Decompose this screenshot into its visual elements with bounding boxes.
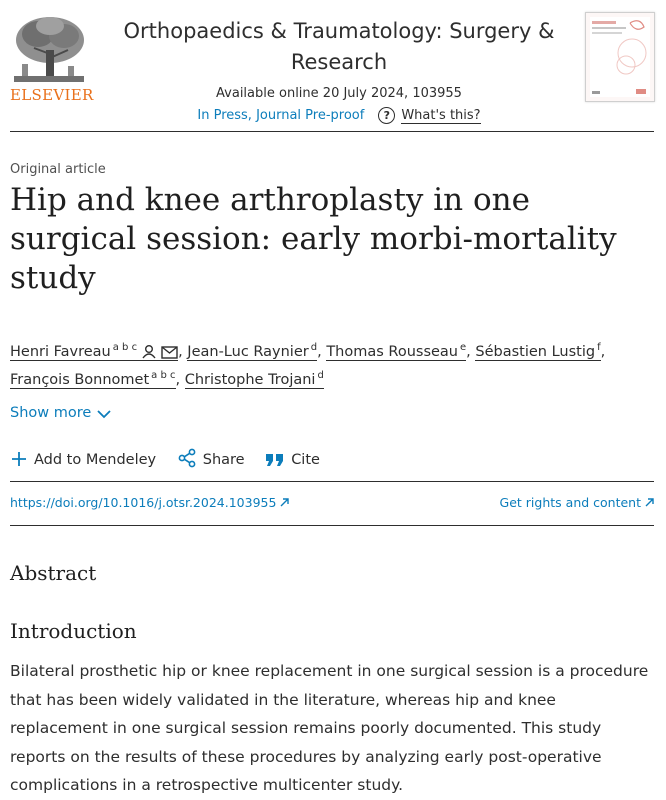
availability-date: Available online 20 July 2024, 103955 [216, 86, 462, 101]
publisher-wordmark: ELSEVIER [10, 86, 94, 104]
cite-button[interactable]: Cite [265, 452, 320, 468]
add-to-mendeley-button[interactable]: Add to Mendeley [10, 450, 156, 468]
quote-icon [265, 452, 285, 468]
author-affiliation: f [597, 342, 601, 353]
elsevier-tree-logo-icon[interactable] [10, 14, 88, 86]
doi-divider-bottom [10, 525, 654, 526]
share-button[interactable]: Share [177, 448, 245, 468]
author-affiliation: a b c [151, 370, 176, 381]
author-affiliation: a b c [112, 342, 138, 353]
external-link-icon [280, 498, 289, 507]
journal-header [0, 0, 666, 132]
article-type: Original article [10, 162, 106, 177]
cover-art-icon [586, 13, 654, 101]
header-divider [10, 131, 654, 132]
person-icon [141, 344, 157, 359]
envelope-icon [161, 346, 178, 359]
author-affiliation: d [317, 370, 324, 381]
author-link[interactable]: Henri Favreau $^{a b c}$ [10, 344, 178, 361]
share-icon [177, 448, 197, 468]
author-affiliation: e [460, 342, 467, 353]
introduction-heading: Introduction [10, 619, 137, 643]
author-link[interactable]: Sébastien Lustig $^f$ [475, 342, 601, 360]
plus-icon [10, 450, 28, 468]
author-link[interactable]: François Bonnomet $^{a b c}$ [10, 370, 176, 388]
article-actions [10, 448, 336, 468]
article-title: Hip and knee arthroplasty in one surgical session: early morbi-mortality study [10, 182, 617, 296]
abstract-heading: Abstract [10, 561, 97, 585]
external-link-icon [645, 498, 654, 507]
show-more-button[interactable] [10, 405, 111, 421]
rights-link[interactable]: Get rights and content [500, 495, 654, 510]
press-status-link[interactable]: In Press, Journal Pre-proof [197, 108, 365, 123]
doi-divider-top [10, 481, 654, 482]
doi-link[interactable]: https://doi.org/10.1016/j.otsr.2024.103955 [10, 495, 289, 510]
author-list: Henri Favreau $^{a b c}$ , Jean-Luc Raynier $^d$, Thomas Rousseau $^e$, Sébastien Lustig $^f$, François Bonnomet $^{a b c}$, Christophe Trojani $^d$ [10, 342, 606, 388]
journal-title-link[interactable]: Orthopaedics & Traumatology: Surgery & Research [123, 19, 555, 74]
author-link[interactable]: Christophe Trojani $^d$ [184, 370, 324, 388]
chevron-down-icon [97, 410, 111, 419]
journal-cover-thumbnail[interactable] [585, 12, 655, 102]
whats-this-link[interactable]: What's this? [401, 108, 481, 123]
author-affiliation: d [310, 342, 318, 353]
introduction-paragraph: Bilateral prosthetic hip or knee replacement in one surgical session is a procedure that has been widely validated in the literature, whereas hip and knee replacement in one surgical session remains poorly documented. This study reports on the results of these procedures by analyzing early post-operative complications in a retrospective multicenter study. [10, 662, 649, 794]
help-icon: ? [378, 107, 395, 124]
author-link[interactable]: Jean-Luc Raynier $^d$ [187, 342, 318, 360]
status-row [108, 107, 570, 124]
show-more-label: Show more [10, 405, 92, 421]
author-link[interactable]: Thomas Rousseau $^e$ [326, 342, 467, 360]
